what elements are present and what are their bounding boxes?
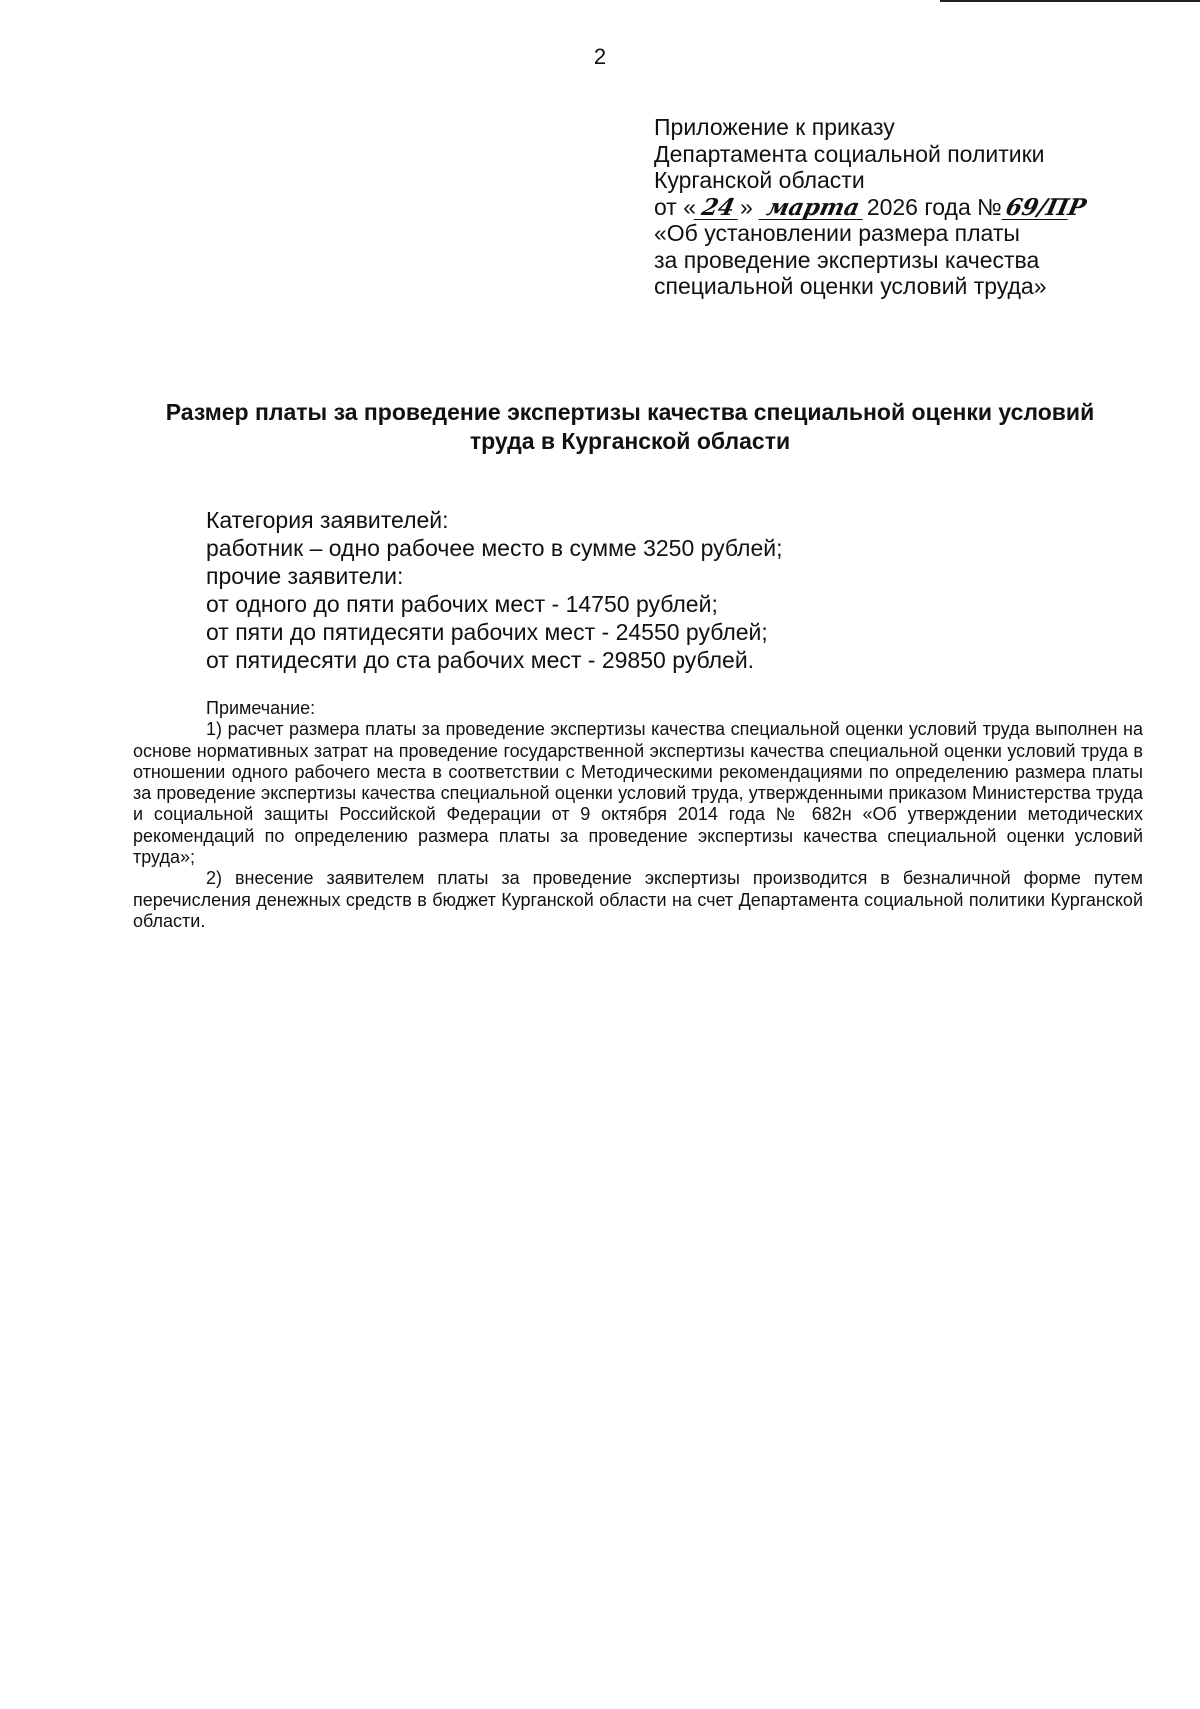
handwritten-month: марта <box>758 197 867 220</box>
appendix-line-1: Приложение к приказу <box>654 114 895 140</box>
appendix-date-line <box>654 194 1154 221</box>
applicant-categories <box>206 506 1106 674</box>
categories-heading: Категория заявителей: <box>206 507 449 533</box>
page-number: 2 <box>593 44 607 69</box>
category-worker: работник – одно рабочее место в сумме 3250 рублей; <box>206 535 783 561</box>
appendix-line-7: специальной оценки условий труда» <box>654 273 1047 299</box>
scan-edge-line <box>940 0 1200 2</box>
category-item: от пятидесяти до ста рабочих мест - 29850 рублей. <box>206 647 755 673</box>
appendix-line-2: Департамента социальной политики <box>654 140 1045 167</box>
appendix-line-5: «Об установлении размера платы <box>654 220 1020 246</box>
category-other-heading: прочие заявители: <box>206 563 404 589</box>
date-prefix: от « <box>654 193 697 220</box>
handwritten-day: 24 <box>694 197 743 220</box>
title-line-2: труда в Курганской области <box>469 428 791 454</box>
category-item: от одного до пяти рабочих мест - 14750 рублей; <box>206 591 718 617</box>
note-section <box>133 698 1143 932</box>
appendix-line-6: за проведение экспертизы качества <box>654 246 1040 273</box>
appendix-block <box>654 114 1154 300</box>
note-paragraph-2: 2) внесение заявителем платы за проведение экспертизы производится в безналичной форме путем перечисления денежных средств в бюджет Курганской области на счет Департамента социальной политики Курганской области. <box>133 868 1143 931</box>
document-title <box>130 398 1130 456</box>
appendix-line-3: Курганской области <box>654 167 865 193</box>
handwritten-order-number: 69/ПР <box>1003 193 1089 221</box>
category-item: от пяти до пятидесяти рабочих мест - 24550 рублей; <box>206 619 768 645</box>
date-year: 2026 года № <box>866 193 1002 220</box>
title-line-1: Размер платы за проведение экспертизы качества специальной оценки условий <box>165 399 1095 425</box>
note-label: Примечание: <box>206 698 316 718</box>
note-paragraph-1: 1) расчет размера платы за проведение экспертизы качества специальной оценки условий труда выполнен на основе нормативных затрат на проведение государственной экспертизы качества специальной оценки условий труда в отношении одного рабочего места в соответствии с Методическими рекомендациями по определению размера платы за проведение экспертизы качества специальной оценки условий труда, утвержденными приказом Министерства труда и социальной защиты Российской Федерации от 9 октября 2014 года № 682н «Об утверждении методических рекомендаций по определению размера платы за проведение экспертизы качества специальной оценки условий труда»; <box>133 719 1143 868</box>
date-close-quote: » <box>740 193 753 220</box>
